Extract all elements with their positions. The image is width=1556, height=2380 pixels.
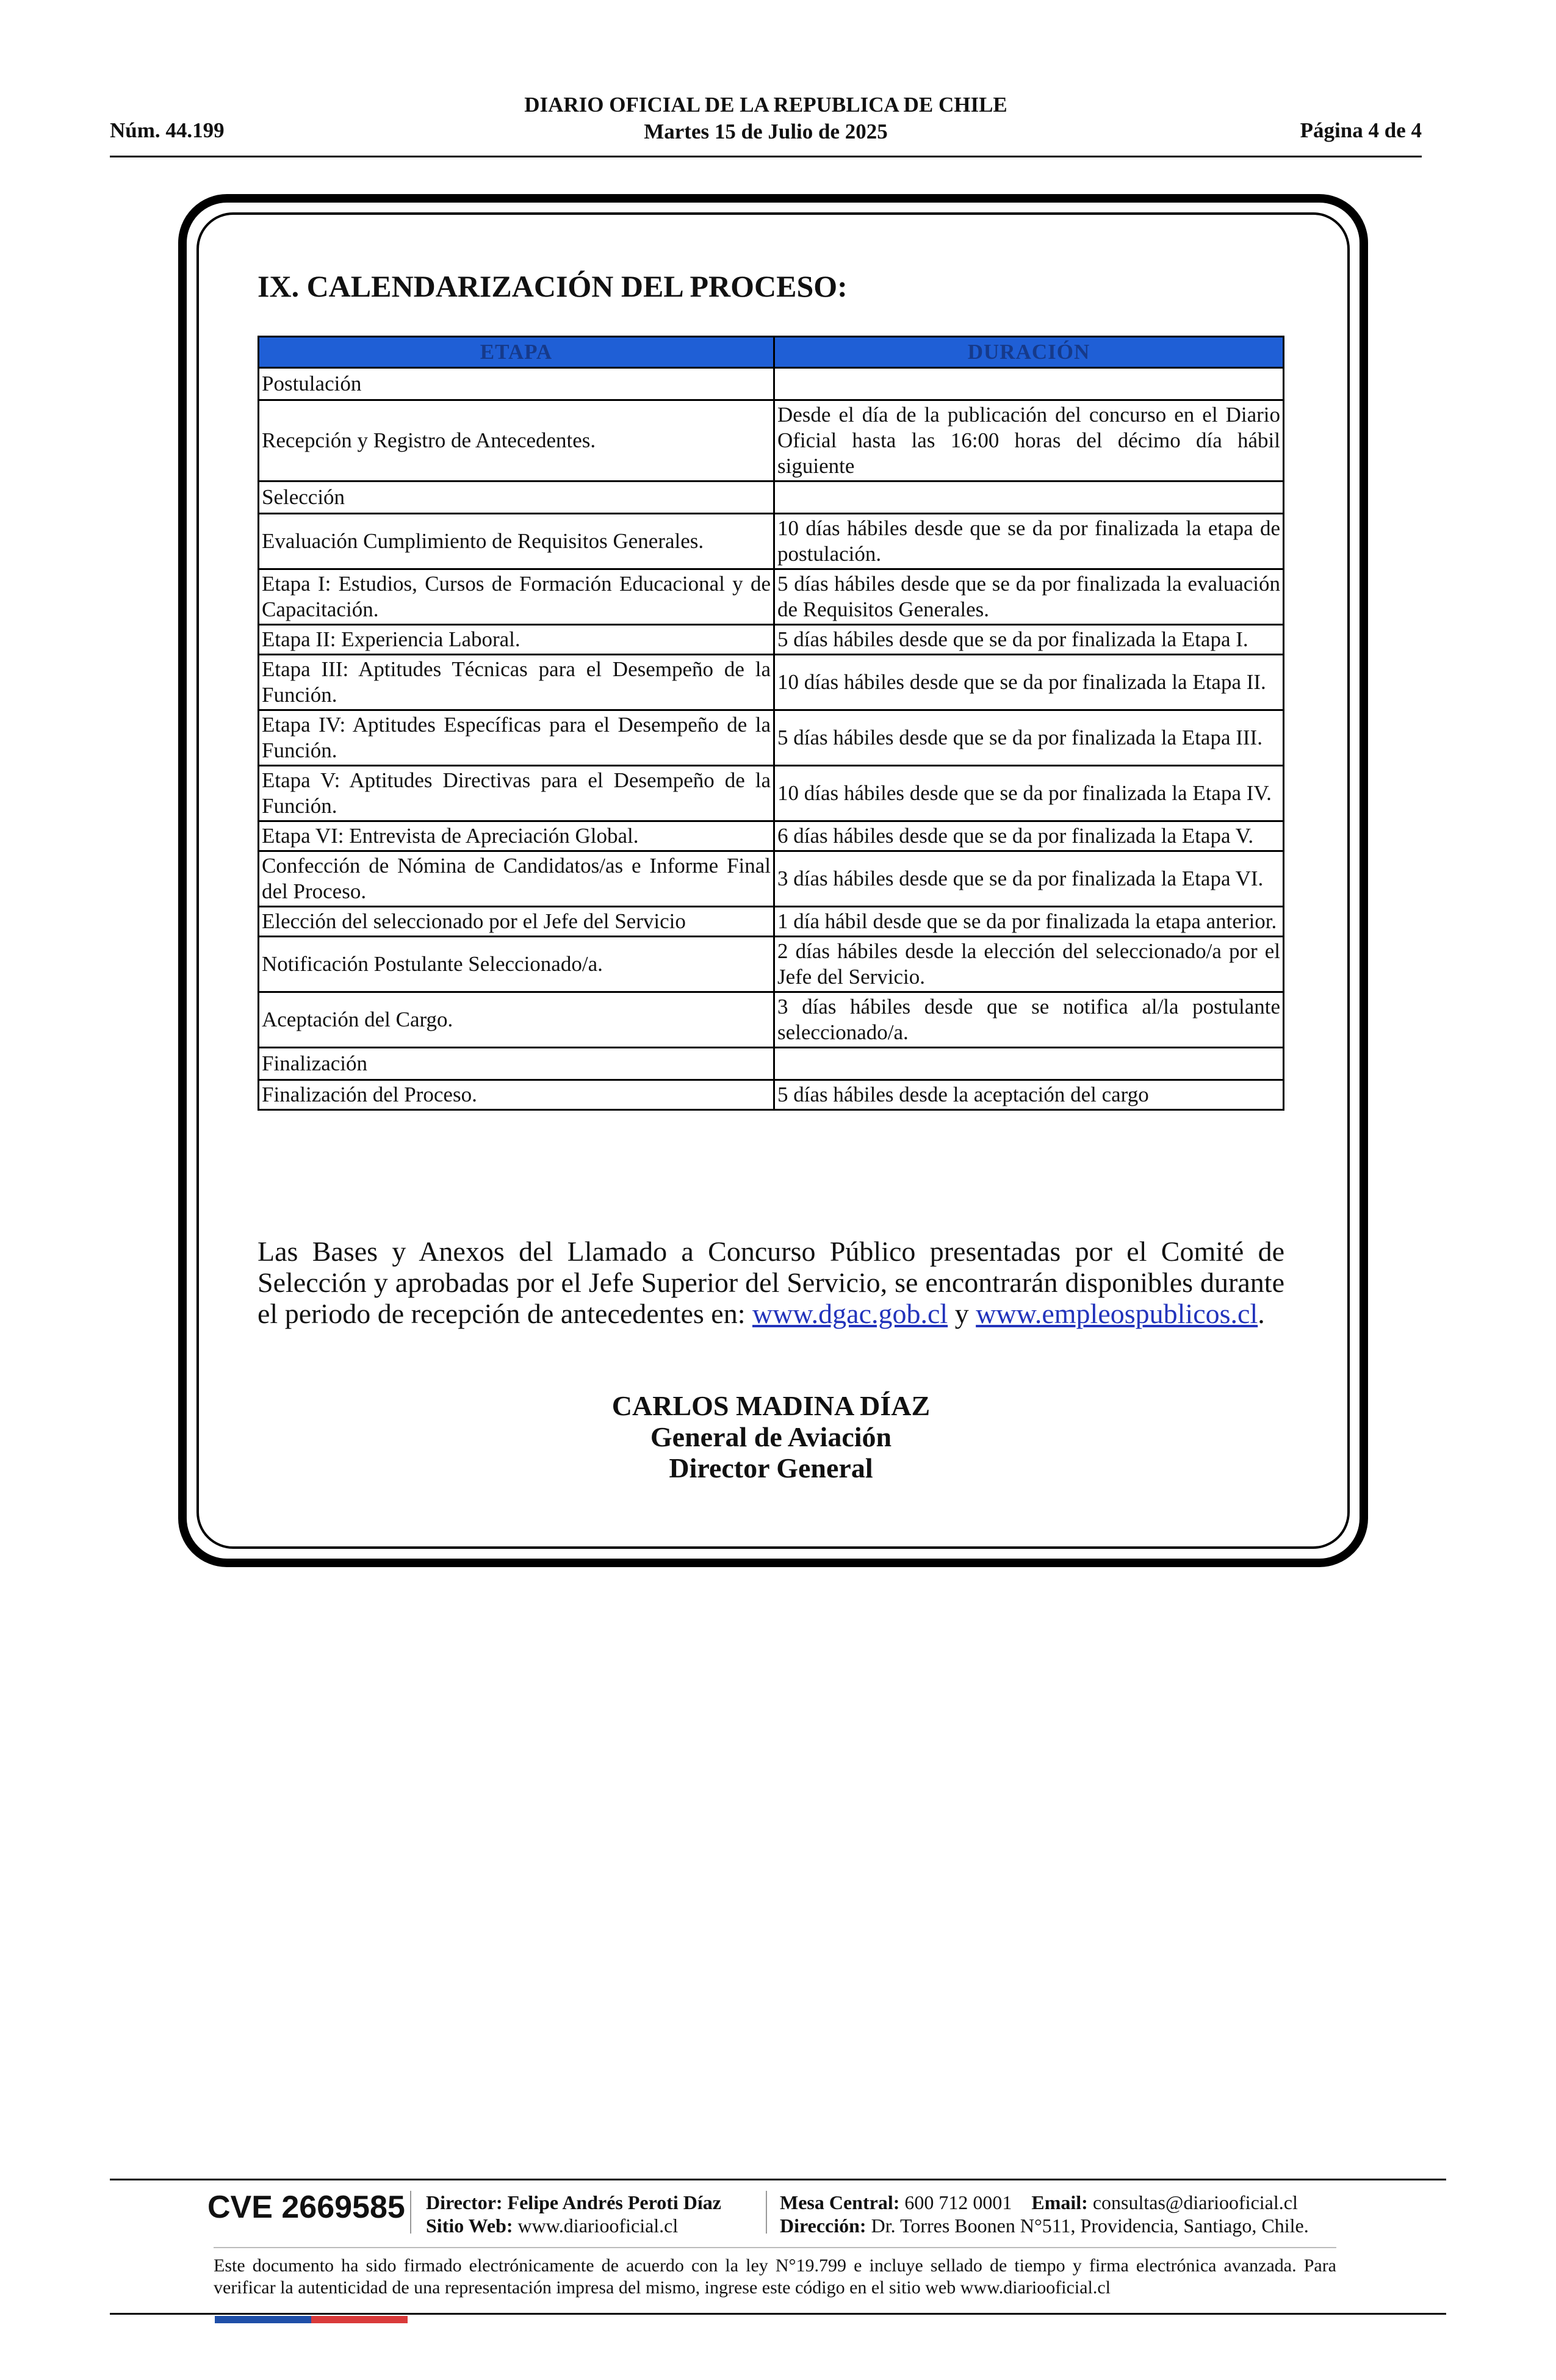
duracion-cell	[774, 1048, 1284, 1080]
duracion-cell: 10 días hábiles desde que se da por finalizada la Etapa II.	[774, 655, 1284, 710]
footer-separator	[410, 2191, 411, 2234]
footer-contact-col	[780, 2191, 1309, 2237]
table-row	[259, 655, 1284, 710]
paragraph-text: Las Bases y Anexos del Llamado a Concurso Público presentadas por el Comité de Selección y aprobadas por el Jefe Superior del Servicio, se encontrarán disponibles durante el periodo de recepción de antecedentes en:	[258, 1236, 1284, 1329]
duracion-cell: 2 días hábiles desde la elección del seleccionado/a por el Jefe del Servicio.	[774, 937, 1284, 992]
table-row	[259, 514, 1284, 569]
director-label: Director:	[426, 2191, 503, 2213]
table-body	[259, 368, 1284, 1110]
table-row	[259, 937, 1284, 992]
column-header-duracion: DURACIÓN	[774, 337, 1284, 368]
duracion-cell: 10 días hábiles desde que se da por finalizada la etapa de postulación.	[774, 514, 1284, 569]
table-row	[259, 851, 1284, 907]
page-header	[110, 92, 1422, 145]
etapa-cell: Elección del seleccionado por el Jefe del Servicio	[259, 907, 774, 937]
etapa-cell: Notificación Postulante Seleccionado/a.	[259, 937, 774, 992]
mesa-phone: 600 712 0001	[904, 2191, 1012, 2213]
table-row	[259, 625, 1284, 655]
email-label: Email:	[1031, 2191, 1088, 2213]
etapa-cell: Evaluación Cumplimiento de Requisitos Generales.	[259, 514, 774, 569]
table-row	[259, 710, 1284, 766]
newspaper-title: DIARIO OFICIAL DE LA REPUBLICA DE CHILE	[524, 93, 1007, 117]
section-title: IX. CALENDARIZACIÓN DEL PROCESO:	[258, 269, 848, 303]
website-label: Sitio Web:	[426, 2215, 513, 2237]
duracion-cell: Desde el día de la publicación del concurso en el Diario Oficial hasta las 16:00 horas del décimo día hábil siguiente	[774, 400, 1284, 481]
duracion-cell: 5 días hábiles desde que se da por finalizada la evaluación de Requisitos Generales.	[774, 569, 1284, 625]
duracion-cell: 6 días hábiles desde que se da por finalizada la Etapa V.	[774, 821, 1284, 851]
paragraph-end: .	[1258, 1298, 1265, 1329]
flag-bar-blue	[215, 2316, 311, 2323]
table-row	[259, 569, 1284, 625]
footer-director-col	[426, 2191, 721, 2237]
mesa-label: Mesa Central:	[780, 2191, 900, 2213]
duracion-cell: 1 día hábil desde que se da por finalizada la etapa anterior.	[774, 907, 1284, 937]
email-address[interactable]: consultas@diariooficial.cl	[1092, 2191, 1298, 2213]
etapa-cell: Etapa III: Aptitudes Técnicas para el Desempeño de la Función.	[259, 655, 774, 710]
table-section-row	[259, 481, 1284, 514]
duracion-cell: 5 días hábiles desde que se da por finalizada la Etapa I.	[774, 625, 1284, 655]
table-row	[259, 766, 1284, 821]
issue-number: Núm. 44.199	[110, 118, 225, 142]
etapa-cell: Etapa I: Estudios, Cursos de Formación Educacional y de Capacitación.	[259, 569, 774, 625]
flag-bar-red	[311, 2316, 408, 2323]
etapa-cell: Finalización del Proceso.	[259, 1080, 774, 1110]
footer-separator	[766, 2191, 767, 2234]
bases-paragraph	[258, 1236, 1284, 1329]
duracion-cell: 3 días hábiles desde que se notifica al/la postulante seleccionado/a.	[774, 992, 1284, 1048]
footer-bottom-divider	[110, 2313, 1446, 2315]
etapa-cell: Etapa VI: Entrevista de Apreciación Global.	[259, 821, 774, 851]
page-indicator: Página 4 de 4	[1300, 118, 1422, 142]
section-label: Selección	[259, 481, 774, 514]
dgac-link[interactable]: www.dgac.gob.cl	[752, 1298, 948, 1329]
header-divider	[110, 156, 1422, 157]
duracion-cell: 10 días hábiles desde que se da por finalizada la Etapa IV.	[774, 766, 1284, 821]
schedule-table	[258, 336, 1284, 1111]
duracion-cell: 5 días hábiles desde que se da por finalizada la Etapa III.	[774, 710, 1284, 766]
signatory-rank: General de Aviación	[650, 1421, 892, 1452]
legal-notice: Este documento ha sido firmado electrónicamente de acuerdo con la ley N°19.799 e incluye sellado de tiempo y firma electrónica avanzada. Para verificar la autenticidad de una representación impresa del mismo, ingrese este código en el sitio web www.diariooficial.cl	[214, 2256, 1336, 2298]
section-label: Postulación	[259, 368, 774, 400]
cve-code: CVE 2669585	[207, 2190, 405, 2225]
section-label: Finalización	[259, 1048, 774, 1080]
duracion-cell	[774, 368, 1284, 400]
address-text: Dr. Torres Boonen N°511, Providencia, Santiago, Chile.	[871, 2215, 1309, 2237]
etapa-cell: Confección de Nómina de Candidatos/as e Informe Final del Proceso.	[259, 851, 774, 907]
signatory-name: CARLOS MADINA DÍAZ	[611, 1390, 931, 1421]
table-row	[259, 992, 1284, 1048]
director-name: Felipe Andrés Peroti Díaz	[507, 2191, 721, 2213]
table-header-row	[259, 337, 1284, 368]
table-row	[259, 1080, 1284, 1110]
paragraph-connector: y	[948, 1298, 976, 1329]
duracion-cell	[774, 481, 1284, 514]
table-section-row	[259, 368, 1284, 400]
etapa-cell: Etapa II: Experiencia Laboral.	[259, 625, 774, 655]
footer-thin-divider	[214, 2247, 1336, 2248]
etapa-cell: Etapa V: Aptitudes Directivas para el Desempeño de la Función.	[259, 766, 774, 821]
empleospublicos-link[interactable]: www.empleospublicos.cl	[976, 1298, 1258, 1329]
address-label: Dirección:	[780, 2215, 866, 2237]
etapa-cell: Recepción y Registro de Antecedentes.	[259, 400, 774, 481]
table-row	[259, 821, 1284, 851]
etapa-cell: Aceptación del Cargo.	[259, 992, 774, 1048]
signatory-title: Director General	[669, 1452, 873, 1484]
duracion-cell: 3 días hábiles desde que se da por finalizada la Etapa VI.	[774, 851, 1284, 907]
column-header-etapa: ETAPA	[259, 337, 774, 368]
table-row	[259, 907, 1284, 937]
etapa-cell: Etapa IV: Aptitudes Específicas para el Desempeño de la Función.	[259, 710, 774, 766]
footer-top-divider	[110, 2179, 1446, 2180]
table-section-row	[259, 1048, 1284, 1080]
website-url[interactable]: www.diariooficial.cl	[517, 2215, 679, 2237]
signature-block	[258, 1390, 1284, 1484]
issue-date: Martes 15 de Julio de 2025	[644, 120, 888, 143]
table-row	[259, 400, 1284, 481]
duracion-cell: 5 días hábiles desde la aceptación del cargo	[774, 1080, 1284, 1110]
